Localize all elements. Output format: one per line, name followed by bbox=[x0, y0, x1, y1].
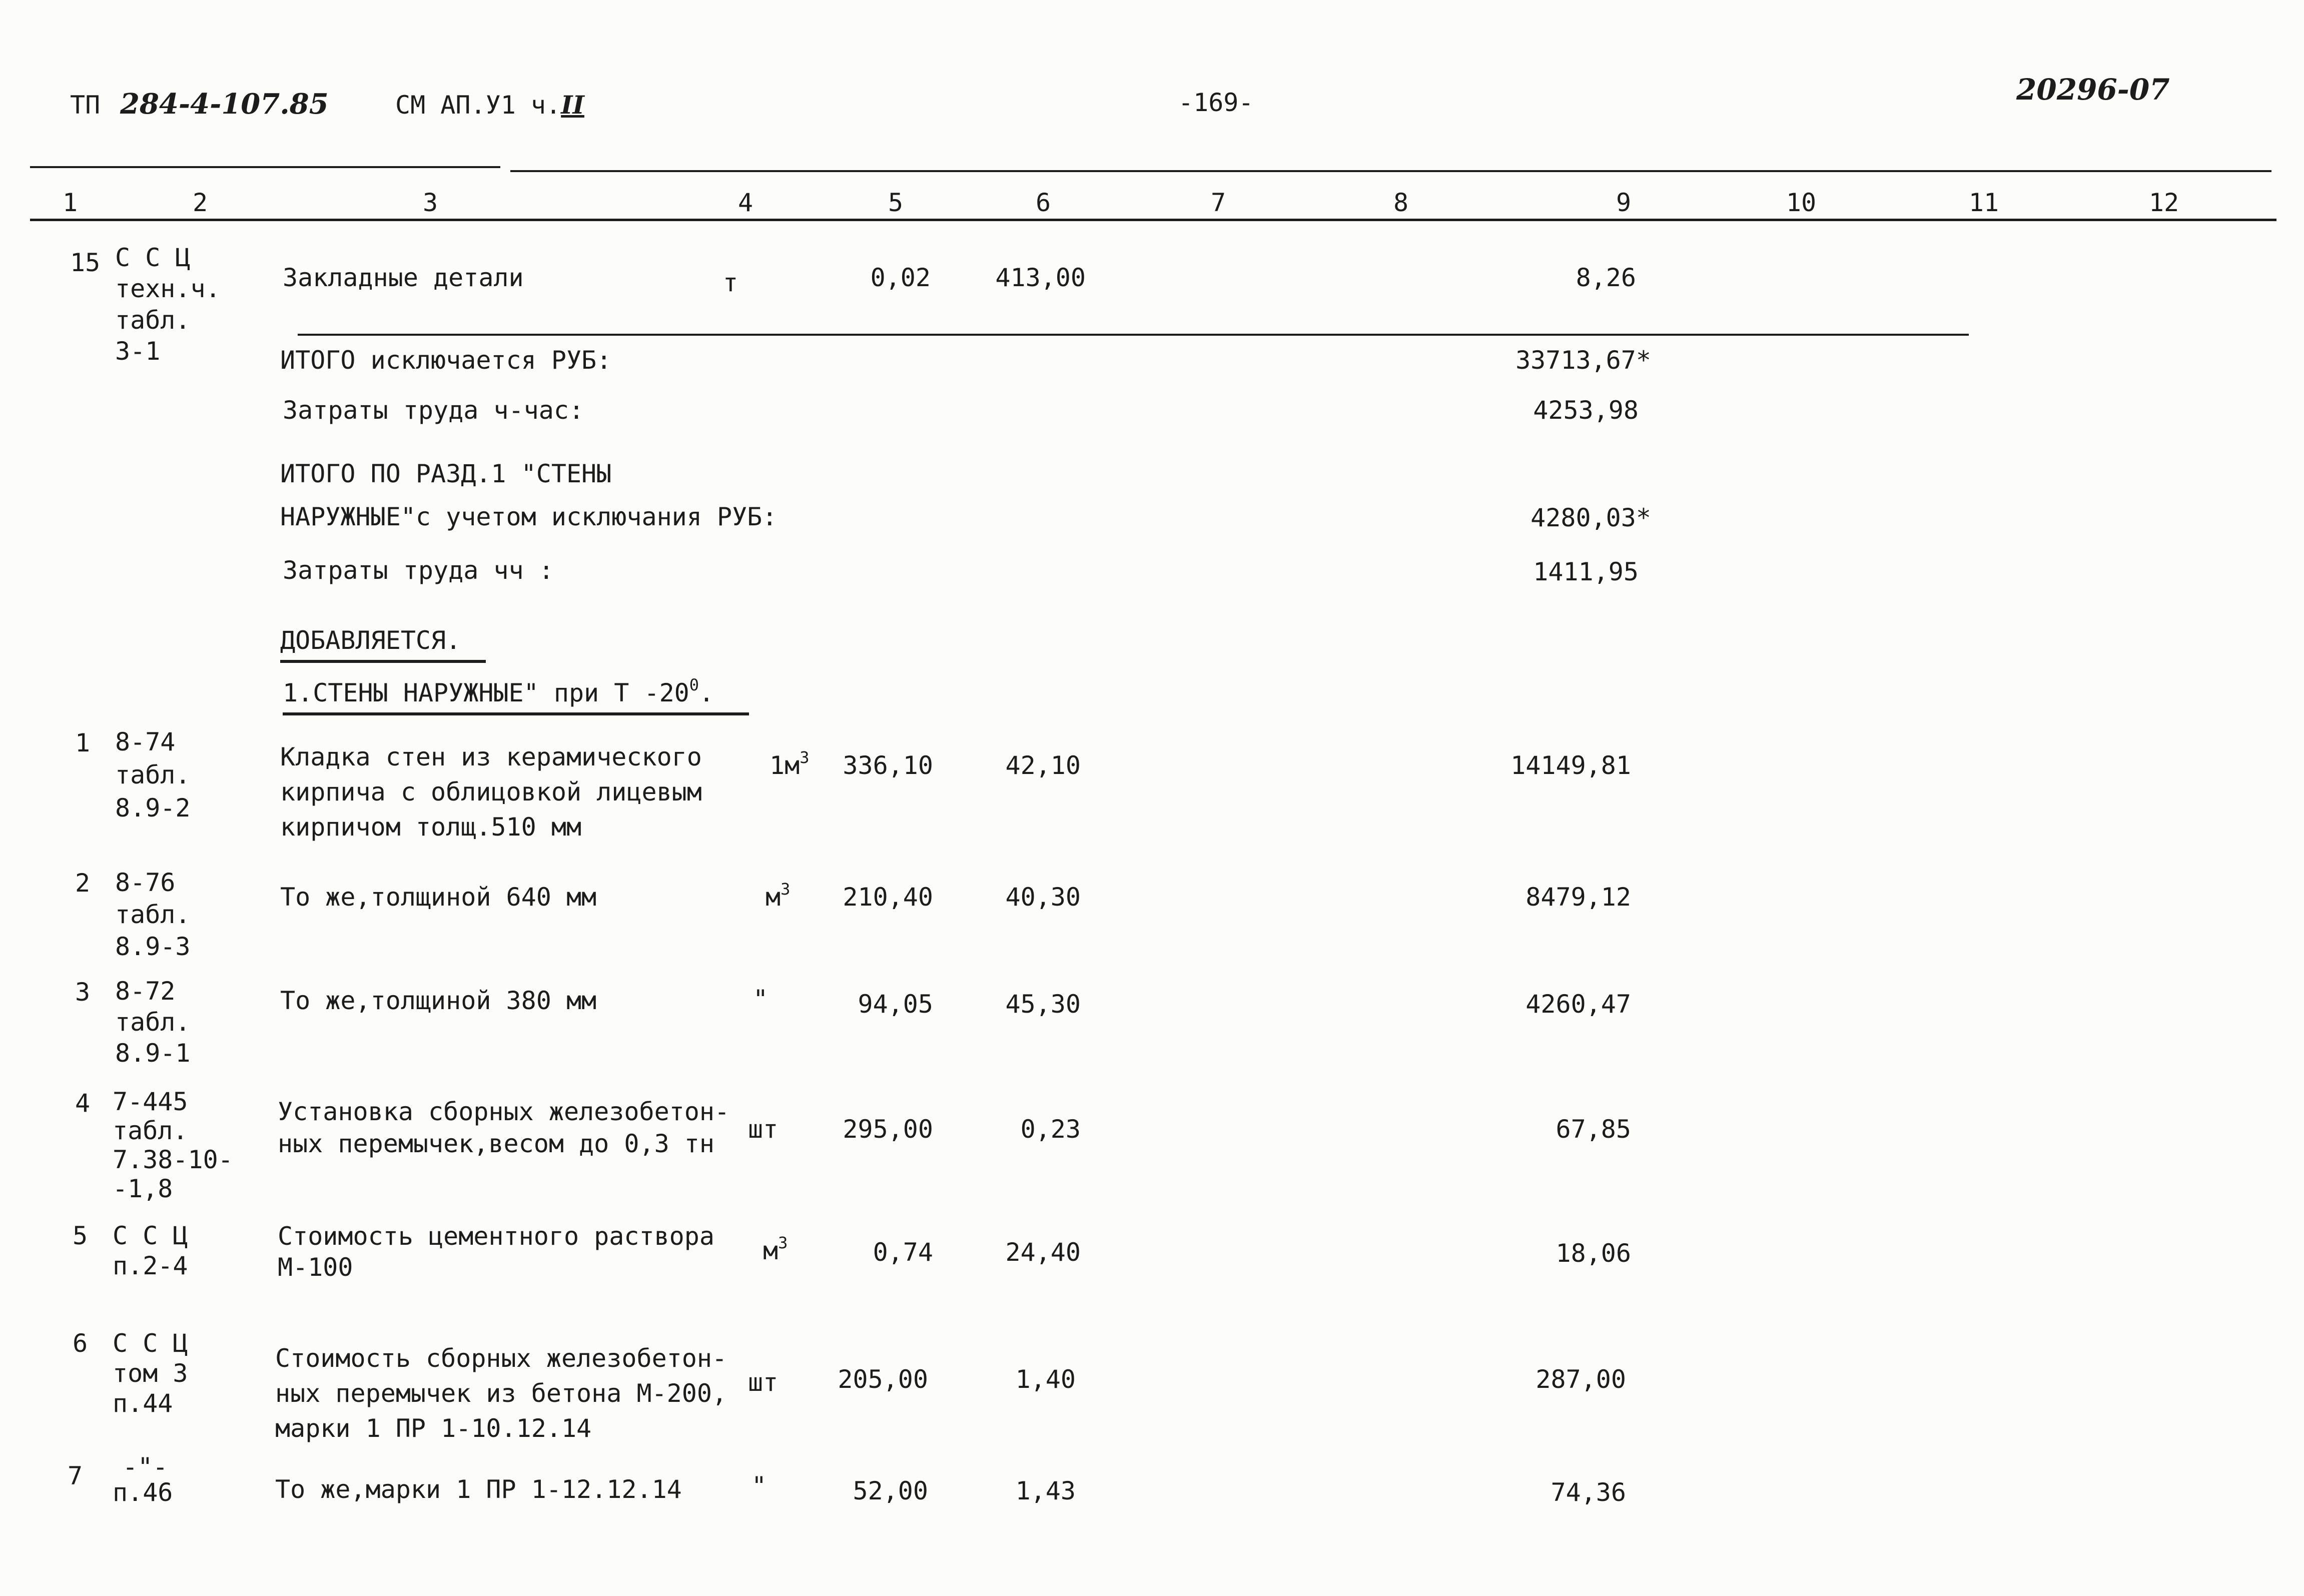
item-number: 2 bbox=[75, 869, 91, 898]
item-quantity: 205,00 bbox=[838, 1365, 928, 1394]
section-label-text: СМ АП.У1 ч. bbox=[395, 91, 561, 120]
item-unit-superscript: 3 bbox=[800, 748, 810, 767]
item-name-line: ных перемычек,весом до 0,3 тн bbox=[278, 1129, 714, 1158]
item-name-line: кирпичом толщ.510 мм bbox=[280, 813, 582, 842]
row15-ref-line: 3-1 bbox=[115, 337, 161, 366]
item-ref-line: табл. bbox=[113, 1116, 188, 1145]
item-name-line: Стоимость цементного раствора bbox=[278, 1222, 714, 1251]
item-total: 287,00 bbox=[1535, 1365, 1626, 1394]
column-number-12: 12 bbox=[2148, 188, 2179, 217]
row15-total: 8,26 bbox=[1576, 263, 1636, 292]
total-excluded-value: 33713,67* bbox=[1515, 346, 1651, 375]
item-unit-text: м bbox=[765, 883, 781, 912]
item-price: 1,43 bbox=[1015, 1476, 1076, 1505]
item-ref-line: С С Ц bbox=[113, 1329, 188, 1358]
item-name: То же,марки 1 ПР 1-12.12.14 bbox=[275, 1475, 682, 1504]
item-quantity: 336,10 bbox=[843, 751, 933, 780]
section-label bbox=[395, 90, 584, 120]
item-ref-line: 8-76 bbox=[115, 868, 176, 897]
archive-number: 20296-07 bbox=[2016, 73, 2170, 107]
section-total-value: 4280,03* bbox=[1530, 503, 1651, 532]
item-unit-superscript: 3 bbox=[781, 880, 791, 899]
row15-number: 15 bbox=[70, 248, 101, 277]
subsection-degree: 0 bbox=[689, 675, 699, 694]
column-number-3: 3 bbox=[422, 188, 438, 217]
item-name-line: Стоимость сборных железобетон- bbox=[275, 1344, 727, 1373]
doc-code: 284-4-107.85 bbox=[120, 88, 329, 121]
section-total-line2: НАРУЖНЫЕ"с учетом исключания РУБ: bbox=[280, 502, 778, 531]
item-unit bbox=[748, 1117, 778, 1142]
doc-prefix: ТП bbox=[70, 91, 101, 120]
labor-hours-value: 1411,95 bbox=[1533, 557, 1639, 586]
labor-hours-label: Затраты труда чч : bbox=[283, 556, 554, 585]
column-number-7: 7 bbox=[1210, 188, 1226, 217]
section-total-line1: ИТОГО ПО РАЗД.1 "СТЕНЫ bbox=[280, 459, 612, 488]
item-ref-line: табл. bbox=[115, 760, 191, 789]
row15-ref-line: техн.ч. bbox=[115, 274, 221, 303]
item-ref-line: том 3 bbox=[113, 1359, 188, 1388]
row15-ref-line: С С Ц bbox=[115, 243, 191, 272]
item-name-line: кирпича с облицовкой лицевым bbox=[280, 777, 702, 807]
item-unit-text: шт bbox=[748, 1115, 779, 1144]
item-ref-line: п.46 bbox=[113, 1478, 173, 1507]
added-heading-text: ДОБАВЛЯЕТСЯ. bbox=[280, 626, 486, 663]
row15-ref-line: табл. bbox=[115, 306, 191, 335]
item-reference bbox=[113, 1328, 188, 1418]
item-ref-line: п.2-4 bbox=[113, 1251, 188, 1280]
item-total: 14149,81 bbox=[1510, 751, 1631, 780]
item-number: 5 bbox=[73, 1221, 88, 1250]
item-unit bbox=[765, 880, 791, 912]
item-unit-text: " bbox=[753, 985, 769, 1014]
item-ref-line: 8.9-1 bbox=[115, 1039, 191, 1068]
labor-cost-label: Затраты труда ч-час: bbox=[283, 396, 584, 425]
item-reference bbox=[115, 725, 191, 825]
item-ref-line: -"- bbox=[123, 1452, 168, 1481]
item-price: 1,40 bbox=[1015, 1365, 1076, 1394]
item-unit bbox=[753, 987, 768, 1012]
item-quantity: 0,74 bbox=[873, 1238, 933, 1267]
item-reference bbox=[115, 976, 191, 1069]
column-number-1: 1 bbox=[62, 188, 78, 217]
item-price: 0,23 bbox=[1020, 1115, 1081, 1144]
row15-name: Закладные детали bbox=[283, 263, 524, 292]
row15-unit: т bbox=[723, 268, 738, 297]
item-number: 7 bbox=[68, 1461, 83, 1490]
part-number: II bbox=[561, 90, 584, 120]
item-ref-line: С С Ц bbox=[113, 1221, 188, 1250]
item-name bbox=[278, 1221, 714, 1283]
item-name-line: Установка сборных железобетон- bbox=[278, 1097, 730, 1126]
item-reference bbox=[113, 1221, 188, 1281]
item-ref-line: 7.38-10- bbox=[113, 1145, 233, 1174]
item-total: 74,36 bbox=[1551, 1478, 1626, 1507]
item-ref-line: 8.9-2 bbox=[115, 793, 191, 823]
subsection-title: 1.СТЕНЫ НАРУЖНЫЕ" при Т -20 bbox=[283, 678, 689, 707]
item-total: 18,06 bbox=[1556, 1239, 1631, 1268]
item-reference bbox=[113, 1452, 173, 1507]
header-bottom-rule bbox=[30, 219, 2276, 221]
item-name-line: ных перемычек из бетона М-200, bbox=[275, 1379, 727, 1408]
column-number-5: 5 bbox=[888, 188, 904, 217]
item-ref-line: 8-74 bbox=[115, 727, 176, 756]
total-excluded-label: ИТОГО исключается РУБ: bbox=[280, 346, 612, 375]
item-name: То же,толщиной 380 мм bbox=[280, 986, 597, 1015]
item-number: 3 bbox=[75, 978, 91, 1007]
item-total: 4260,47 bbox=[1525, 990, 1631, 1019]
item-price: 24,40 bbox=[1005, 1238, 1081, 1267]
column-number-9: 9 bbox=[1616, 188, 1632, 217]
item-name bbox=[280, 739, 702, 845]
item-price: 40,30 bbox=[1005, 883, 1081, 912]
item-unit bbox=[751, 1473, 766, 1498]
item-unit bbox=[763, 1233, 788, 1265]
column-number-11: 11 bbox=[1968, 188, 1999, 217]
header-top-rule-right bbox=[510, 170, 2271, 172]
page-number: -169- bbox=[1178, 88, 1254, 117]
item-ref-line: табл. bbox=[115, 1008, 191, 1037]
row15-reference bbox=[115, 240, 221, 365]
item-ref-line: 8.9-3 bbox=[115, 932, 191, 961]
item-total: 67,85 bbox=[1556, 1115, 1631, 1144]
item-unit-text: м bbox=[763, 1236, 779, 1265]
item-quantity: 295,00 bbox=[843, 1115, 933, 1144]
item-quantity: 210,40 bbox=[843, 883, 933, 912]
item-unit-text: " bbox=[751, 1471, 767, 1500]
item-price: 45,30 bbox=[1005, 990, 1081, 1019]
item-unit-superscript: 3 bbox=[778, 1233, 788, 1252]
item-name-line: Кладка стен из керамического bbox=[280, 742, 702, 771]
item-number: 4 bbox=[75, 1089, 91, 1118]
row15-price: 413,00 bbox=[995, 263, 1086, 292]
item-ref-line: п.44 bbox=[113, 1389, 173, 1418]
item-unit-text: 1м bbox=[770, 751, 800, 780]
item-name: То же,толщиной 640 мм bbox=[280, 883, 597, 912]
item-name-line: марки 1 ПР 1-10.12.14 bbox=[275, 1414, 592, 1443]
item-ref-line: табл. bbox=[115, 900, 191, 929]
subsection-heading-text bbox=[283, 675, 749, 715]
item-ref-line: 7-445 bbox=[113, 1087, 188, 1116]
item-ref-line: 8-72 bbox=[115, 977, 176, 1006]
column-number-10: 10 bbox=[1786, 188, 1817, 217]
header-top-rule-left bbox=[30, 166, 500, 168]
column-number-6: 6 bbox=[1035, 188, 1051, 217]
subsection-suffix: . bbox=[699, 678, 714, 707]
item-unit bbox=[748, 1370, 778, 1395]
item-reference bbox=[113, 1087, 233, 1203]
item-number: 6 bbox=[73, 1329, 88, 1358]
column-number-2: 2 bbox=[192, 188, 208, 217]
item-quantity: 52,00 bbox=[853, 1476, 928, 1505]
labor-cost-value: 4253,98 bbox=[1533, 396, 1639, 425]
item-price: 42,10 bbox=[1005, 751, 1081, 780]
added-heading bbox=[280, 628, 486, 653]
row15-quantity: 0,02 bbox=[870, 263, 931, 292]
item-number: 1 bbox=[75, 728, 91, 757]
column-number-8: 8 bbox=[1393, 188, 1409, 217]
item-quantity: 94,05 bbox=[858, 990, 933, 1019]
item-total: 8479,12 bbox=[1525, 883, 1631, 912]
column-number-4: 4 bbox=[737, 188, 753, 217]
item-reference bbox=[115, 867, 191, 963]
item-unit bbox=[770, 748, 810, 780]
item-name-line: М-100 bbox=[278, 1253, 353, 1282]
subsection-heading bbox=[283, 675, 749, 707]
item-unit-text: шт bbox=[748, 1368, 779, 1397]
item-name bbox=[278, 1096, 729, 1160]
row15-separator bbox=[298, 334, 1969, 336]
item-name bbox=[275, 1341, 727, 1446]
item-ref-line: -1,8 bbox=[113, 1174, 173, 1203]
